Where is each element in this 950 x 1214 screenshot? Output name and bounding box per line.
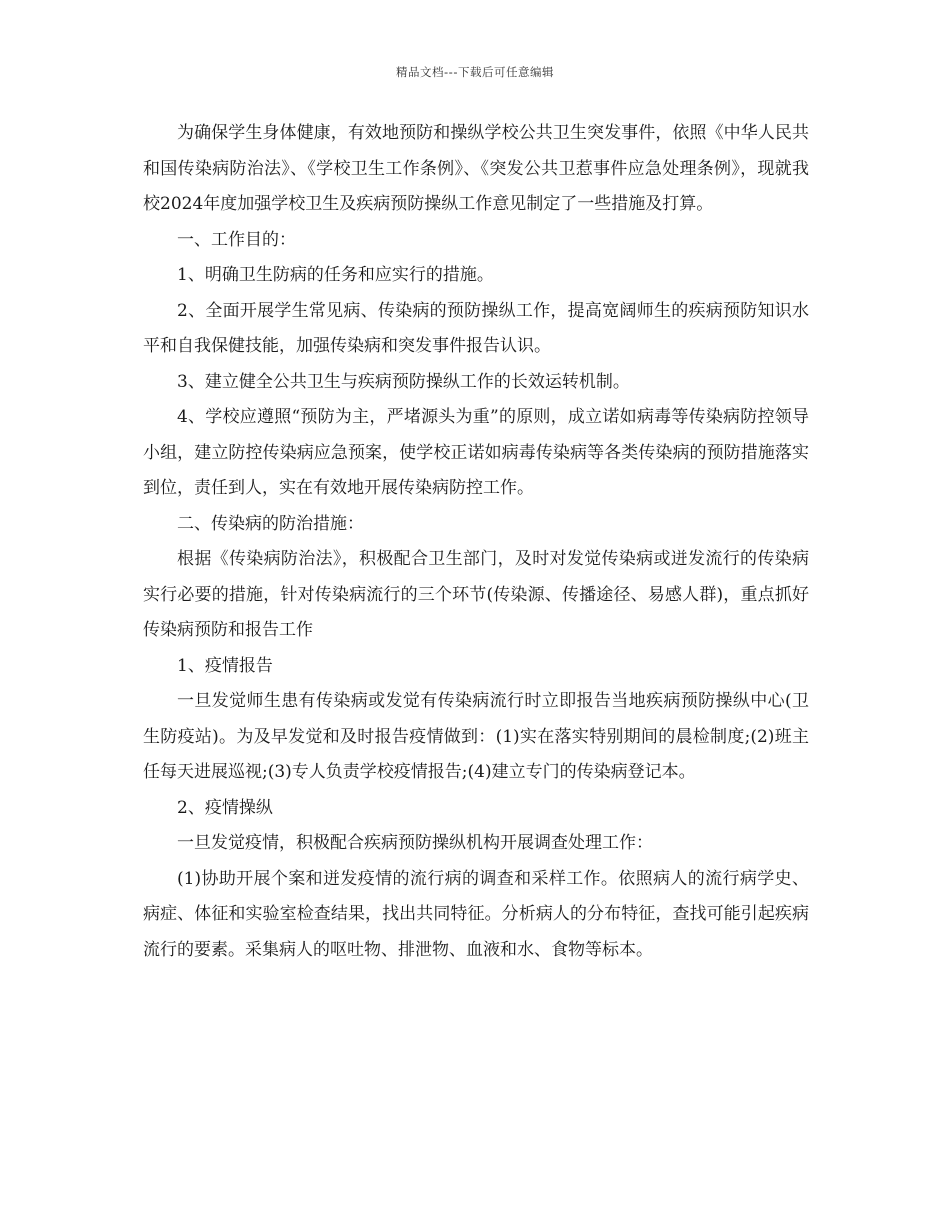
subheading-epidemic-report: 1、疫情报告	[177, 655, 273, 676]
subheading-epidemic-control: 2、疫情操纵	[177, 797, 273, 818]
goal-item-1: 1、明确卫生防病的任务和应实行的措施。	[177, 265, 494, 285]
goal-item-4: 4、学校应遵照“预防为主，严堵源头为重”的原则，成立诺如病毒等传染病防控领导小组，建立防控传染病应急预案，使学校正诺如病毒传染病等各类传染病的预防措施落实到位，责任到人，实在有效地开展传染病防控工作。	[143, 407, 809, 498]
section-heading-goals: 一、工作目的：	[177, 229, 296, 250]
document-body	[143, 116, 809, 968]
goal-item-3: 3、建立健全公共卫生与疾病预防操纵工作的长效运转机制。	[177, 371, 630, 392]
measures-intro-paragraph: 根据《传染病防治法》，积极配合卫生部门，及时对发觉传染病或迸发流行的传染病实行必要的措施，针对传染病流行的三个环节(传染源、传播途径、易感人群)，重点抓好传染病预防和报告工作	[143, 549, 809, 640]
goal-item-2: 2、全面开展学生常见病、传染病的预防操纵工作，提高宽阔师生的疾病预防知识水平和自我保健技能，加强传染病和突发事件报告认识。	[143, 300, 809, 356]
control-item-1: (1)协助开展个案和迸发疫情的流行病的调查和采样工作。依照病人的流行病学史、病症、体征和实验室检查结果，找出共同特征。分析病人的分布特征，查找可能引起疾病流行的要素。采集病人的呕吐物、排泄物、血液和水、食物等标本。	[143, 868, 809, 960]
epidemic-report-paragraph: 一旦发觉师生患有传染病或发觉有传染病流行时立即报告当地疾病预防操纵中心(卫生防疫站)。为及早发觉和及时报告疫情做到：(1)实在落实特别期间的晨检制度;(2)班主任每天进展巡视;(3)专人负责学校疫情报告;(4)建立专门的传染病登记本。	[143, 691, 809, 782]
section-heading-measures: 二、传染病的防治措施：	[177, 513, 364, 534]
page-header: 精品文档---下载后可任意编辑	[396, 65, 554, 79]
intro-paragraph: 为确保学生身体健康，有效地预防和操纵学校公共卫生突发事件，依照《中华人民共和国传染病防治法》、《学校卫生工作条例》、《突发公共卫惹事件应急处理条例》，现就我校2024年度加强学校卫生及疾病预防操纵工作意见制定了一些措施及打算。	[143, 123, 809, 214]
epidemic-control-paragraph: 一旦发觉疫情，积极配合疾病预防操纵机构开展调查处理工作：	[177, 833, 653, 853]
